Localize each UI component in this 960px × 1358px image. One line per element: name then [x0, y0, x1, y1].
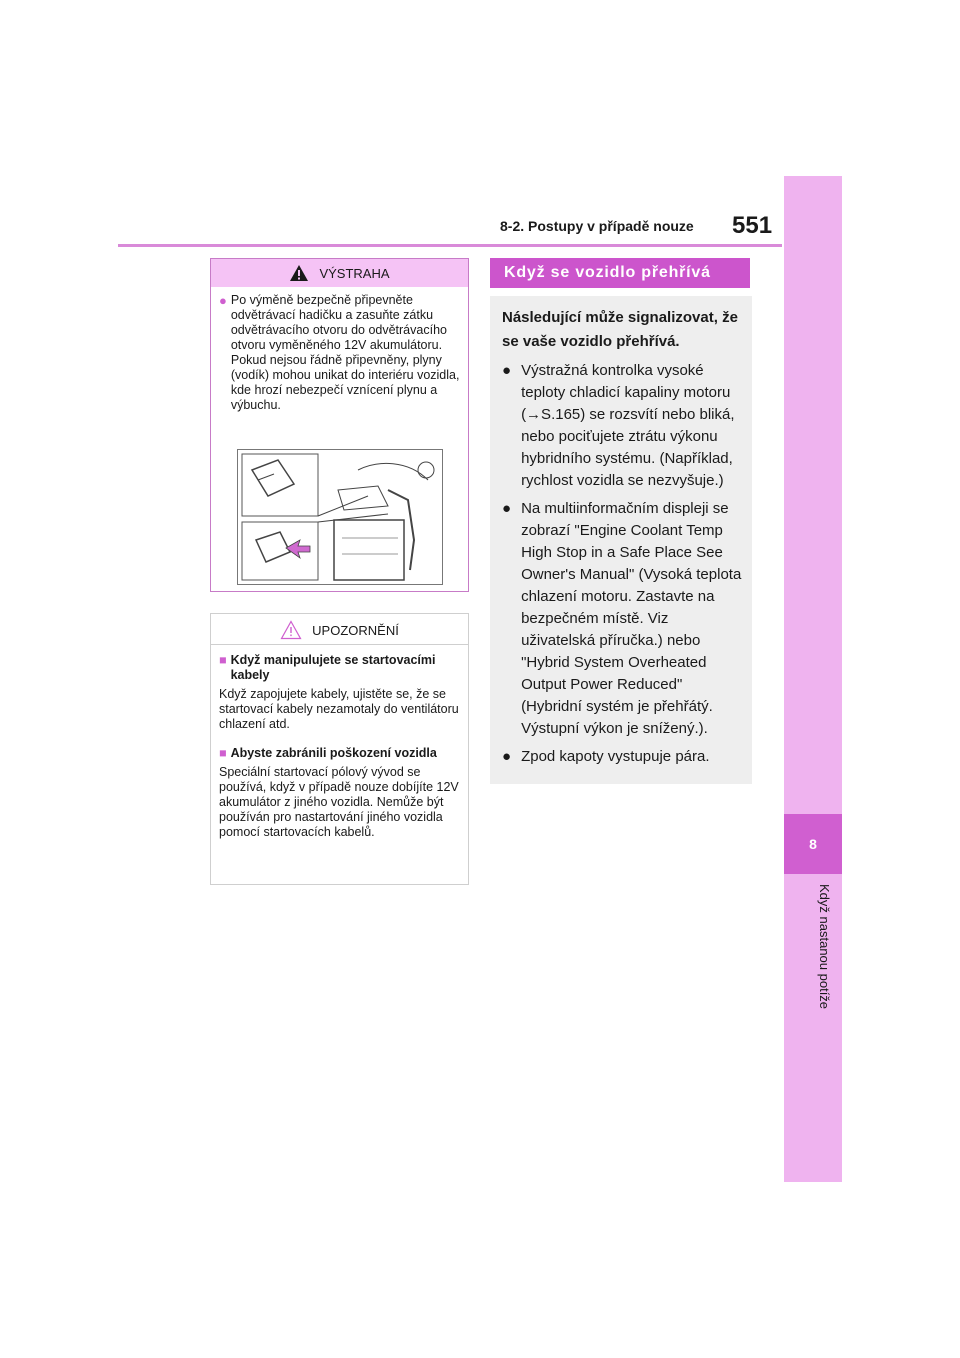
warning-box — [210, 258, 469, 592]
warning-text: Po výměně bezpečně připevněte odvětrávací hadičku a zasuňte zátku odvětrávacího otvoru do odvětrávacího otvoru vyměněného 12V akumulátoru. Pokud nejsou řádně připevněny, plyny (vodík) mohou unikat do interiéru vozidla, kde hrozí nebezpečí vznícení plynu a výbuchu. — [230, 293, 460, 412]
list-item-text: Na multiinformačním displeji se zobrazí "Engine Coolant Temp High Stop in a Safe Place See Owner's Manual" (Vysoká teplota chlazení motoru. Zastavte na bezpečném místě. Viz uživatelská příručka.) nebo "Hybrid System Overheated Output Power Reduced" (Hybridní systém je přehřátý. Výstupní výkon je snížený.). — [521, 500, 742, 737]
battery-vent-illustration — [237, 449, 443, 585]
bullet-dot-icon: ● — [502, 500, 512, 517]
notice-text-cables: Když zapojujete kabely, ujistěte se, že se startovací kabely nezamotaly do ventilátoru chlazení atd. — [219, 687, 459, 731]
page-number: 551 — [732, 212, 773, 239]
warning-header — [211, 259, 468, 287]
warning-title: VÝSTRAHA — [319, 265, 390, 281]
overheat-intro: Následující může signalizovat, že se vaše vozidlo přehřívá. — [502, 309, 738, 350]
notice-title: UPOZORNĚNÍ — [312, 622, 399, 638]
square-bullet-icon: ■ — [219, 653, 227, 667]
square-bullet-icon: ■ — [219, 746, 227, 760]
notice-heading-damage: Abyste zabránili poškození vozidla — [230, 746, 437, 760]
section-header: 8-2. Postupy v případě nouze — [500, 218, 694, 234]
notice-triangle-icon — [280, 620, 302, 640]
chapter-number: 8 — [784, 814, 842, 874]
list-item-text: Zpod kapoty vystupuje pára. — [521, 748, 710, 765]
list-item-text: Výstražná kontrolka vysoké teploty chladicí kapaliny motoru (→S.165) se rozsvítí nebo bliká, nebo pociťujete ztrátu výkonu hybridního systému. (Například, rychlost vozidla se nezvyšuje.) — [521, 362, 735, 489]
list-item — [502, 498, 744, 740]
bullet-dot-icon: ● — [502, 362, 512, 379]
notice-heading-cables: Když manipulujete se startovacími kabely — [230, 653, 436, 682]
notice-item-heading — [211, 732, 468, 761]
warning-triangle-icon — [289, 264, 309, 282]
overheat-info-box — [490, 296, 752, 784]
chapter-title: Když nastanou potíže — [817, 884, 832, 1010]
list-item — [502, 746, 744, 768]
header-rule — [118, 244, 782, 247]
list-item — [502, 360, 744, 492]
notice-header — [211, 616, 468, 645]
notice-box — [210, 613, 469, 885]
notice-item-heading — [211, 645, 468, 683]
bullet-dot-icon: ● — [219, 293, 227, 308]
battery-vent-illustration-drawing — [238, 450, 442, 584]
notice-text-damage: Speciální startovací pólový vývod se používá, když v případě nouze dobíjíte 12V akumulátor z jiného vozidla. Nemůže být používán pro nastartování jiného vozidla pomocí startovacích kabelů. — [219, 765, 459, 839]
warning-item — [211, 287, 468, 413]
bullet-dot-icon: ● — [502, 748, 512, 765]
section-title-bar: Když se vozidlo přehřívá — [490, 258, 750, 288]
